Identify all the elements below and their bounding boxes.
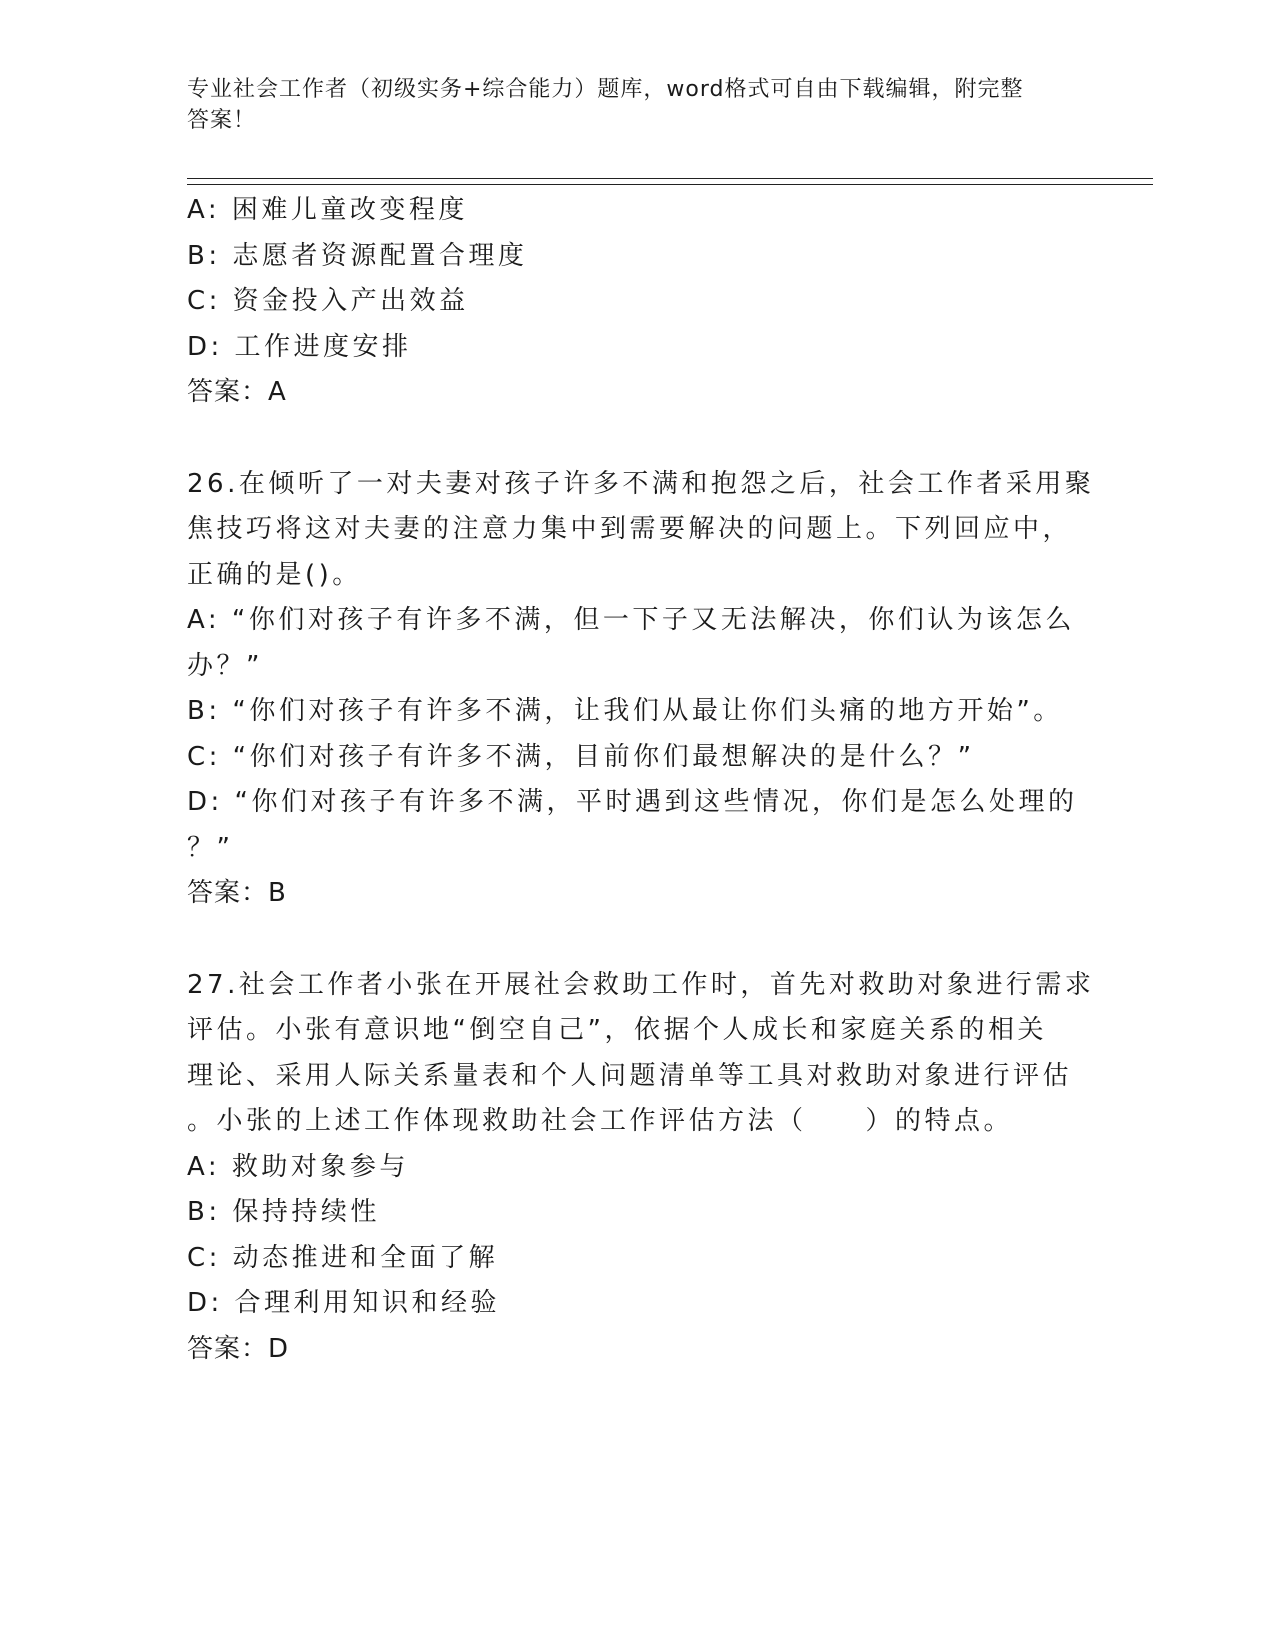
q27-answer: 答案：D [187, 1333, 290, 1364]
page-header [187, 74, 1087, 136]
question-25 [187, 188, 1087, 416]
q27-stem-line-1: 27.社会工作者小张在开展社会救助工作时，首先对救助对象进行需求 [187, 969, 1095, 1000]
q26-stem-line-1: 26.在倾听了一对夫妻对孩子许多不满和抱怨之后，社会工作者采用聚 [187, 468, 1095, 499]
spacer [187, 917, 1087, 963]
spacer [187, 416, 1087, 462]
q27-stem-line-2: 评估。小张有意识地“倒空自己”，依据个人成长和家庭关系的相关 [187, 1015, 1047, 1045]
header-rule-top [187, 178, 1153, 179]
q26-option-d-line-1: D: “你们对孩子有许多不满，平时遇到这些情况，你们是怎么处理的 [187, 787, 1078, 817]
q26-option-d-line-2: ？” [187, 832, 234, 863]
q27-stem-line-3: 理论、采用人际关系量表和个人问题清单等工具对救助对象进行评估 [187, 1060, 1073, 1091]
header-rule-bottom [187, 184, 1153, 185]
q25-answer: 答案：A [187, 377, 287, 407]
q26-option-a-line-2: 办？” [187, 650, 263, 681]
q26-stem-line-2: 焦技巧将这对夫妻的注意力集中到需要解决的问题上。下列回应中， [187, 514, 1073, 544]
q25-option-b: B: 志愿者资源配置合理度 [187, 240, 528, 271]
q26-option-b: B: “你们对孩子有许多不满，让我们从最让你们头痛的地方开始”。 [187, 696, 1063, 726]
question-26 [187, 462, 1095, 917]
q25-option-c: C: 资金投入产出效益 [187, 286, 469, 316]
q27-stem-line-4: 。小张的上述工作体现救助社会工作评估方法（ ）的特点。 [187, 1106, 1014, 1136]
q26-option-c: C: “你们对孩子有许多不满，目前你们最想解决的是什么？” [187, 741, 975, 772]
q27-option-a: A: 救助对象参与 [187, 1151, 409, 1182]
q27-option-d: D: 合理利用知识和经验 [187, 1288, 501, 1318]
q26-stem-line-3: 正确的是()。 [187, 559, 362, 590]
q25-option-a: A: 困难儿童改变程度 [187, 195, 468, 225]
header-line-2: 答案！ [187, 108, 257, 133]
question-content [187, 188, 1095, 1372]
q25-option-d: D: 工作进度安排 [187, 331, 412, 362]
q27-option-c: C: 动态推进和全面了解 [187, 1242, 499, 1273]
q26-option-a-line-1: A: “你们对孩子有许多不满，但一下子又无法解决，你们认为该怎么 [187, 605, 1075, 635]
header-line-1: 专业社会工作者（初级实务+综合能力）题库，word格式可自由下载编辑，附完整 [187, 77, 1024, 102]
question-27 [187, 963, 1095, 1373]
q26-answer: 答案：B [187, 878, 287, 908]
q27-option-b: B: 保持持续性 [187, 1197, 380, 1227]
